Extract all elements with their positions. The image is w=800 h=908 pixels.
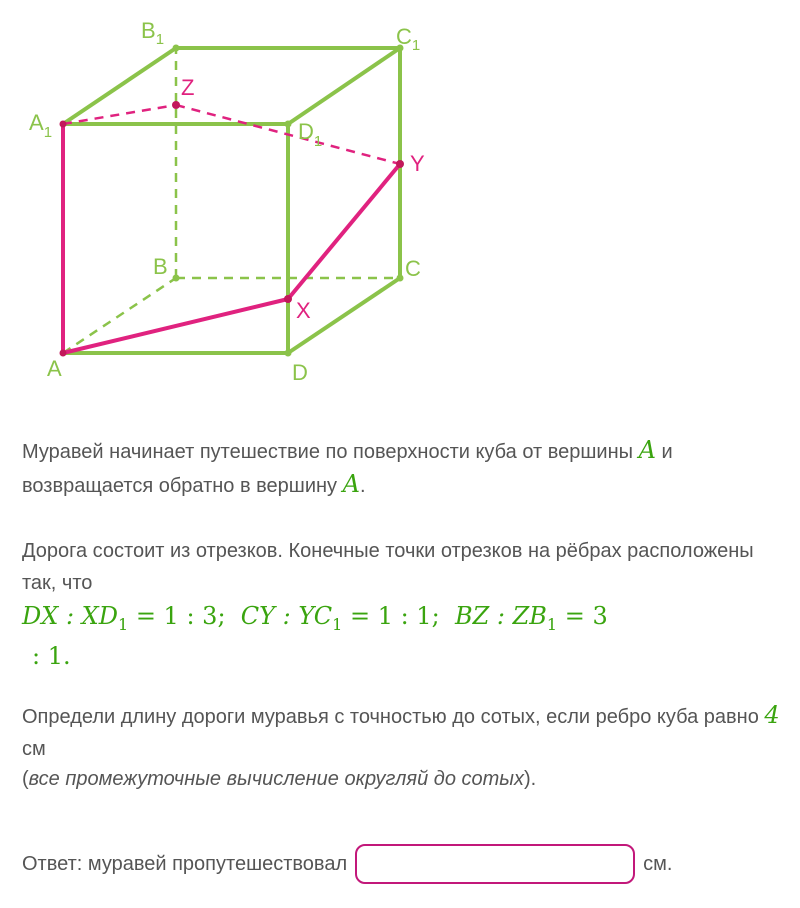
rounding-hint: (все промежуточные вычисление округляй до сотых).: [22, 768, 537, 790]
edge-c1-d1: [288, 48, 400, 124]
path-a-x: [63, 299, 288, 353]
edge-a-b: [63, 278, 176, 353]
ratio-formula: DX : $XD_1 = 1$ : 3; CY : $YC_1 = 1$ : 1; BZ : $ZB_1 = 3$: [22, 602, 608, 634]
problem-paragraph-2: Дорога состоит из отрезков. Конечные точки отрезков на рёбрах расположены так, что: [22, 540, 754, 594]
answer-input[interactable]: [355, 844, 635, 884]
vertex-d: [285, 350, 292, 357]
label-d1: $D_1$: [298, 119, 323, 150]
label-a1: $A_1$: [29, 110, 53, 141]
problem-paragraph-1: Муравей начинает путешествие по поверхности куба от вершины A и возвращается обратно в вершину A.: [22, 436, 673, 498]
point-y: [396, 160, 404, 168]
point-z: [172, 101, 180, 109]
vertex-c: [397, 275, 404, 282]
cube-figure: [0, 0, 800, 400]
point-x: [284, 295, 292, 303]
label-b1: $B_1$: [141, 18, 165, 48]
answer-unit: см.: [643, 852, 673, 875]
vertex-b: [173, 275, 180, 282]
vertex-a1: [60, 121, 67, 128]
label-x: X: [296, 298, 311, 323]
answer-row: [22, 842, 672, 886]
edge-a1-b1: [63, 48, 176, 124]
label-c: C: [405, 256, 421, 281]
vertex-b1: [173, 45, 180, 52]
problem-paragraph-3: Определи длину дороги муравья с точностью до сотых, если ребро куба равно 4 см: [22, 701, 780, 760]
ratio-formula-cont: : 1.: [32, 642, 71, 670]
label-b: B: [153, 254, 168, 279]
label-d: D: [292, 360, 308, 385]
label-a: A: [47, 356, 62, 381]
label-y: Y: [410, 151, 425, 176]
label-z: Z: [181, 75, 195, 100]
vertex-d1: [285, 121, 292, 128]
label-c1: $C_1$: [396, 24, 421, 54]
answer-prefix: Ответ: муравей пропутешествовал: [22, 852, 348, 875]
